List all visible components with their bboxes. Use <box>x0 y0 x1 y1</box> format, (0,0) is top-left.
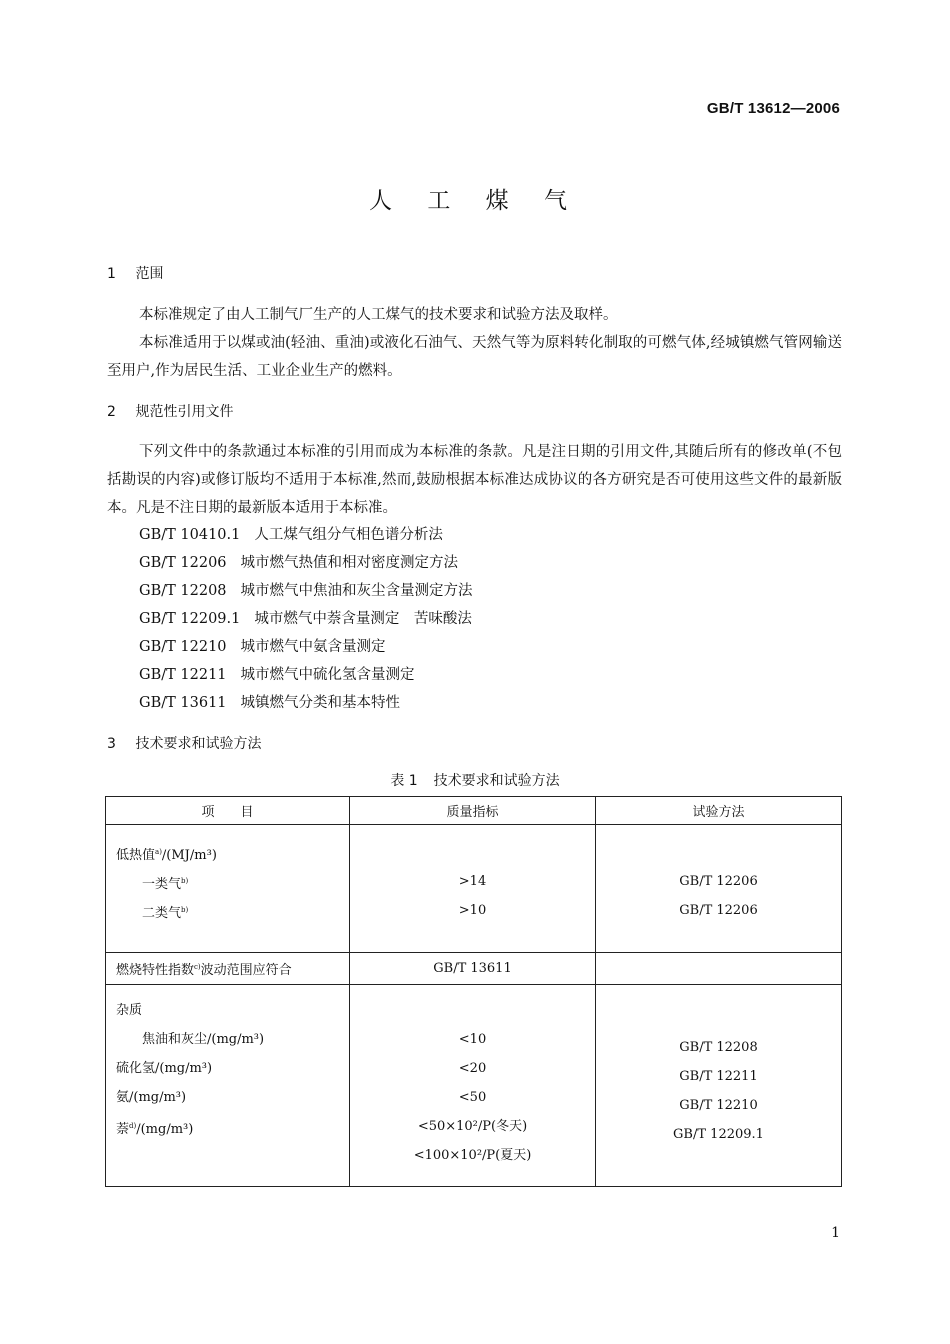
impurities-label: 杂质 <box>116 1003 143 1018</box>
method-cell <box>596 825 842 953</box>
tar-dust-method: GB/T 12208 <box>679 1040 758 1055</box>
reference-code: GB/T 12211 <box>139 667 227 683</box>
reference-name: 城市燃气热值和相对密度测定方法 <box>240 555 459 571</box>
tar-dust-value: <10 <box>458 1032 487 1047</box>
reference-item <box>139 691 400 712</box>
reference-code: GB/T 12209.1 <box>139 611 241 627</box>
section-number: 3 <box>107 736 116 752</box>
normative-references-paragraph: 下列文件中的条款通过本标准的引用而成为本标准的条款。凡是注日期的引用文件,其随后所有的修改单(不包括勘误的内容)或修订版均不适用于本标准,然而,鼓励根据本标准达成协议的各方研究是否可使用这些文件的最新版本。凡是不注日期的最新版本适用于本标准。 <box>107 444 842 516</box>
section-title: 范围 <box>135 266 164 282</box>
scope-paragraph-2: 本标准适用于以煤或油(轻油、重油)或液化石油气、天然气等为原料转化制取的可燃气体,经城镇燃气管网输送至用户,作为居民生活、工业企业生产的燃料。 <box>107 335 842 379</box>
document-title: 人 工 煤 气 <box>369 188 581 214</box>
table-caption <box>0 770 950 790</box>
naphthalene-value-summer: <100×10²/P(夏天) <box>413 1148 532 1163</box>
reference-name: 人工煤气组分气相色谱分析法 <box>254 527 443 543</box>
section-3-heading <box>107 733 261 753</box>
item-cell <box>106 985 350 1187</box>
class-2-gas-method: GB/T 12206 <box>679 903 758 918</box>
table-header-row <box>106 797 842 825</box>
reference-item <box>139 551 458 572</box>
combustion-index-value: GB/T 13611 <box>350 953 596 985</box>
header-method: 试验方法 <box>596 797 842 825</box>
header-quality: 质量指标 <box>350 797 596 825</box>
tar-dust-label: 焦油和灰尘/(mg/m³) <box>142 1032 265 1047</box>
header-item: 项 目 <box>106 797 350 825</box>
class-1-gas-value: >14 <box>458 874 487 889</box>
quality-cell <box>350 825 596 953</box>
reference-item <box>139 663 415 684</box>
reference-code: GB/T 12206 <box>139 555 227 571</box>
page-number: 1 <box>831 1225 840 1241</box>
class-1-gas-label: 一类气$^{b)}$ <box>142 877 189 892</box>
section-title: 技术要求和试验方法 <box>135 736 262 752</box>
table-row <box>106 825 842 953</box>
section-number: 1 <box>107 266 116 282</box>
quality-cell <box>350 985 596 1187</box>
reference-name: 城市燃气中氨含量测定 <box>240 639 386 655</box>
reference-code: GB/T 13611 <box>139 695 227 711</box>
reference-code: GB/T 12210 <box>139 639 227 655</box>
ammonia-value: <50 <box>458 1090 487 1105</box>
reference-name: 城市燃气中萘含量测定 苦味酸法 <box>254 611 472 627</box>
ammonia-label: 氨/(mg/m³) <box>116 1090 187 1105</box>
section-2-heading <box>107 401 233 421</box>
table-caption-text: 技术要求和试验方法 <box>433 773 560 789</box>
hydrogen-sulfide-label: 硫化氢/(mg/m³) <box>116 1061 213 1076</box>
naphthalene-label: 萘$^{d)}$/(mg/m³) <box>116 1122 194 1137</box>
class-2-gas-value: >10 <box>458 903 487 918</box>
naphthalene-value-winter: <50×10²/P(冬天) <box>417 1119 528 1134</box>
table-row <box>106 953 842 985</box>
reference-item <box>139 607 472 628</box>
method-cell <box>596 985 842 1187</box>
reference-name: 城市燃气中焦油和灰尘含量测定方法 <box>240 583 473 599</box>
hydrogen-sulfide-method: GB/T 12211 <box>679 1069 758 1084</box>
reference-name: 城镇燃气分类和基本特性 <box>240 695 401 711</box>
reference-name: 城市燃气中硫化氢含量测定 <box>240 667 415 683</box>
hydrogen-sulfide-value: <20 <box>458 1061 487 1076</box>
table-number: 表 1 <box>390 773 418 789</box>
naphthalene-method: GB/T 12209.1 <box>673 1127 764 1142</box>
standard-number-header: GB/T 13612—2006 <box>706 100 840 117</box>
section-title: 规范性引用文件 <box>135 404 234 420</box>
section-number: 2 <box>107 404 116 420</box>
section-1-heading <box>107 263 163 283</box>
reference-code: GB/T 10410.1 <box>139 527 241 543</box>
scope-paragraph-1: 本标准规定了由人工制气厂生产的人工煤气的技术要求和试验方法及取样。 <box>139 307 618 323</box>
item-cell <box>106 953 350 985</box>
reference-item <box>139 523 443 544</box>
low-heat-value-label: 低热值$^{a)}$/(MJ/m³) <box>116 848 217 863</box>
item-cell <box>106 825 350 953</box>
technical-requirements-table <box>105 796 842 1187</box>
ammonia-method: GB/T 12210 <box>679 1098 758 1113</box>
reference-code: GB/T 12208 <box>139 583 227 599</box>
reference-item <box>139 579 473 600</box>
method-cell <box>596 953 842 985</box>
table-row <box>106 985 842 1187</box>
class-1-gas-method: GB/T 12206 <box>679 874 758 889</box>
reference-item <box>139 635 386 656</box>
combustion-index-label: 燃烧特性指数$^{c)}$波动范围应符合 <box>116 963 292 978</box>
class-2-gas-label: 二类气$^{b)}$ <box>142 906 189 921</box>
